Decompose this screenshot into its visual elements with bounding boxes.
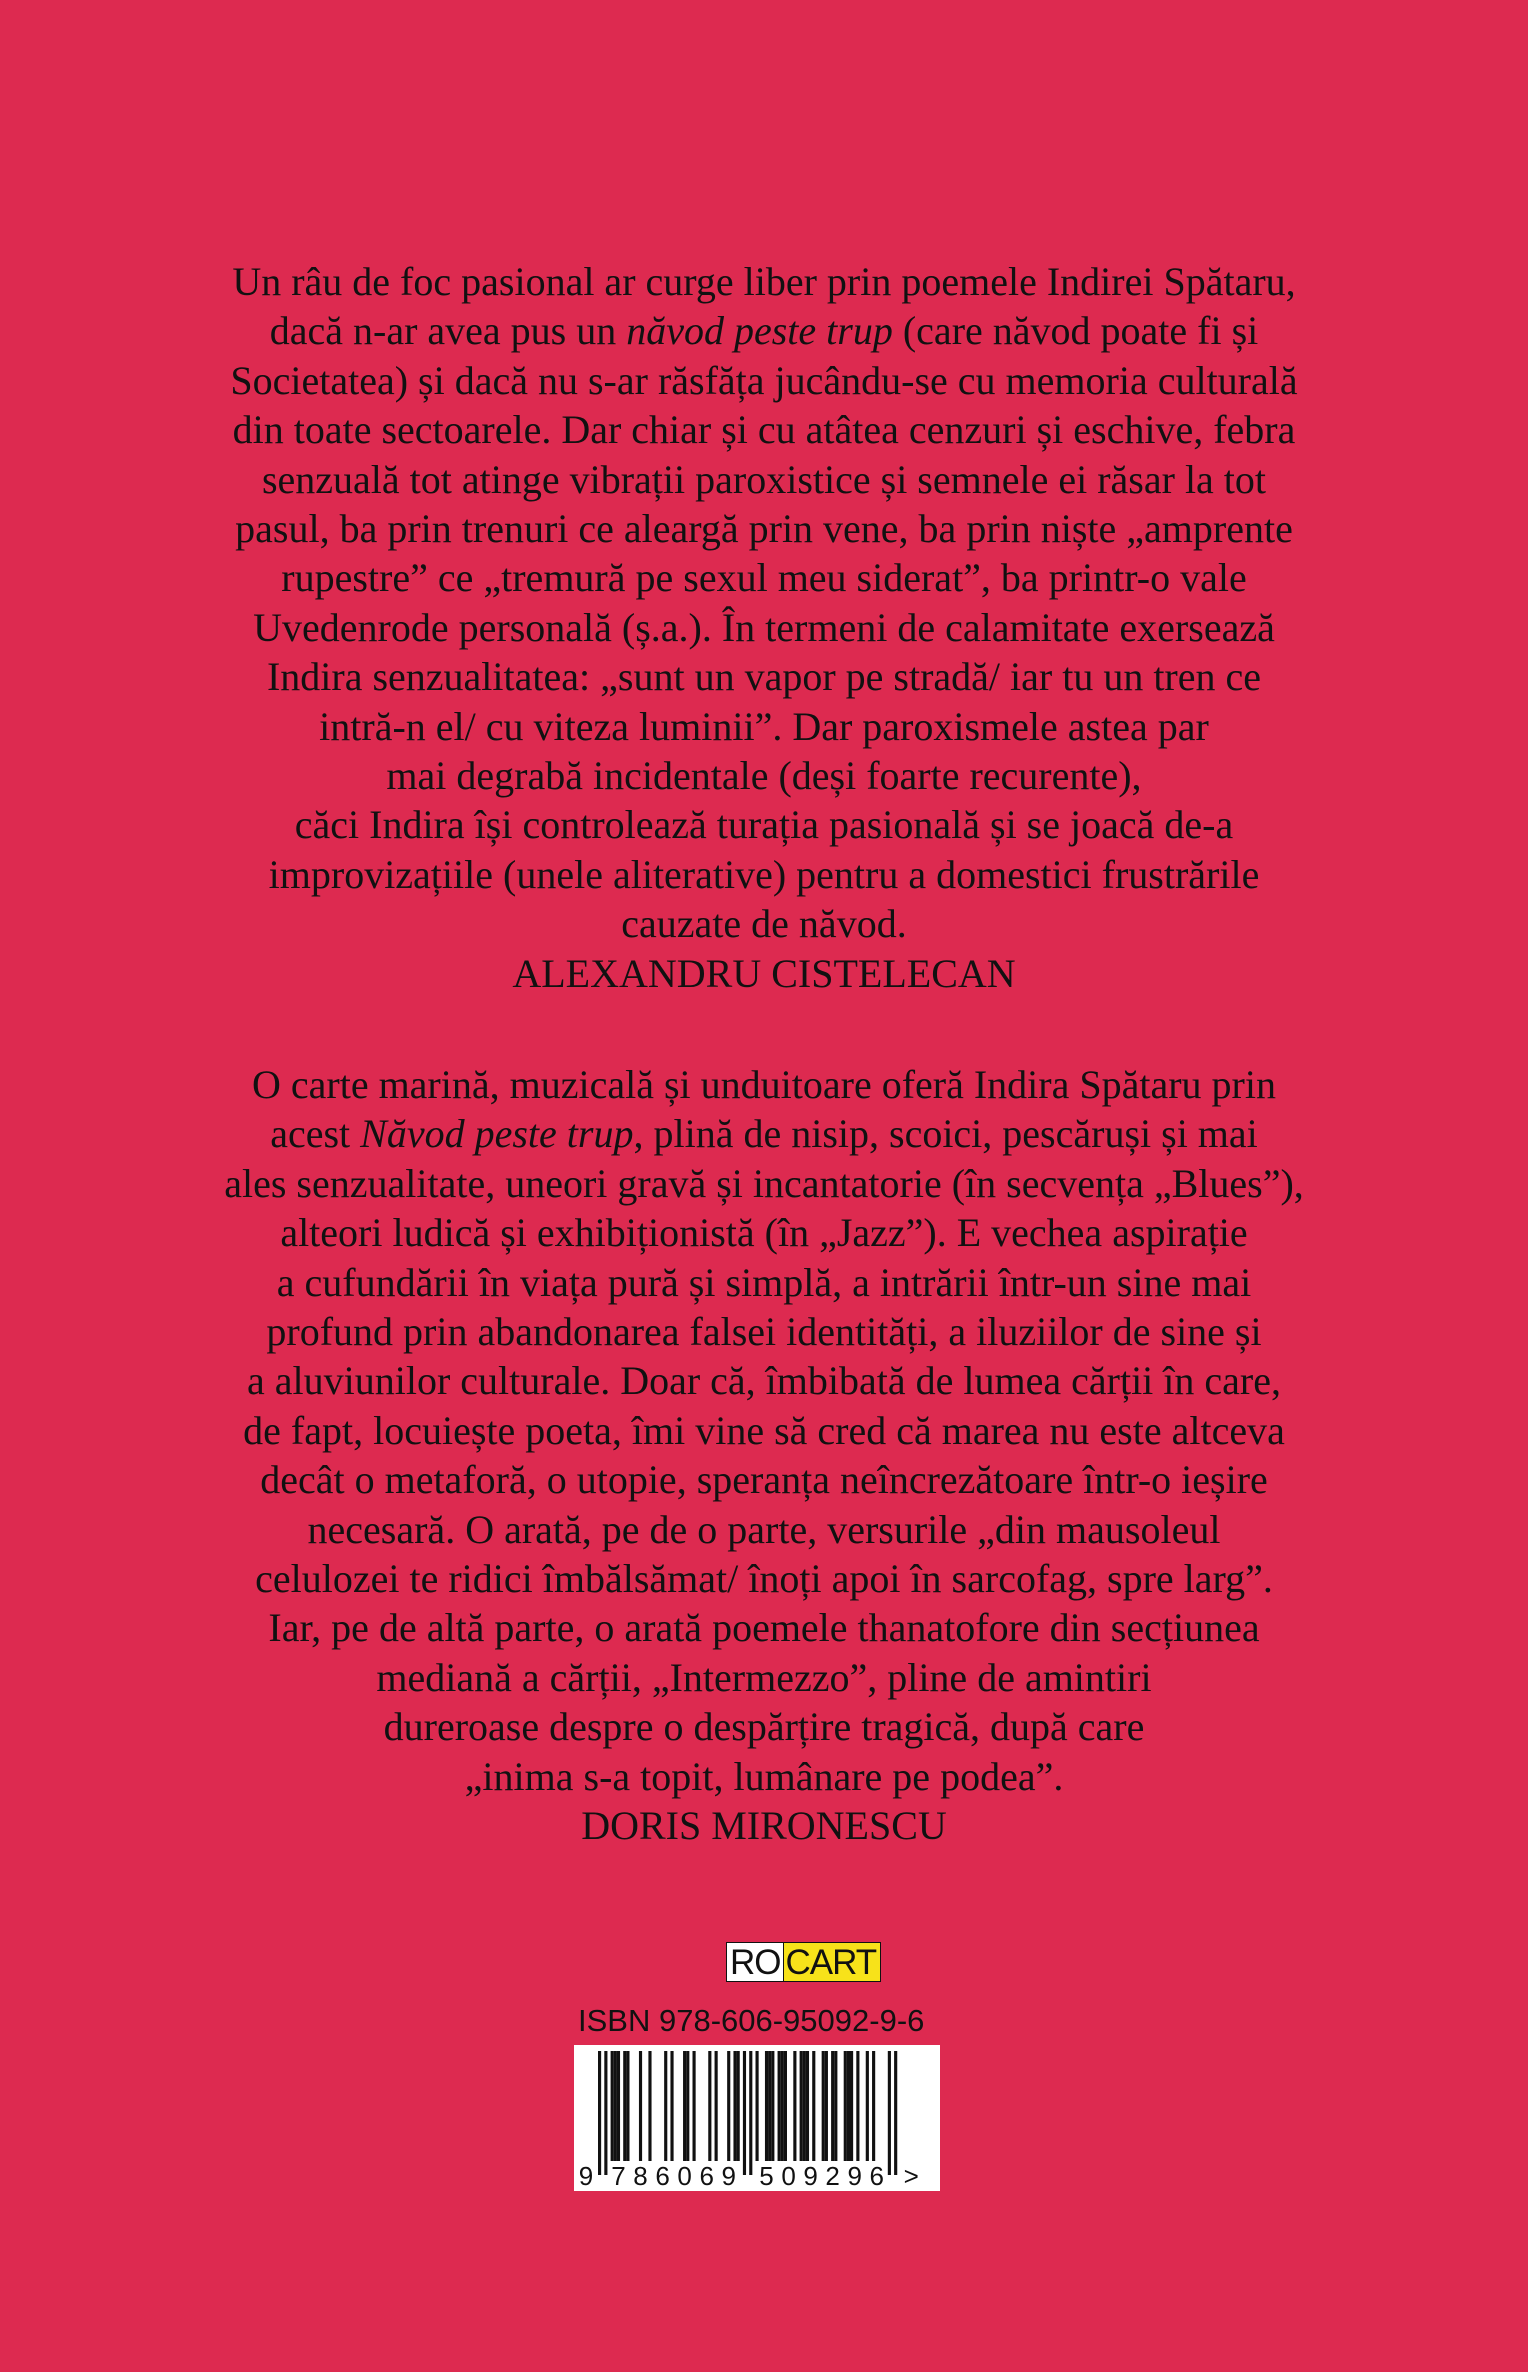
text-line [160, 1554, 1368, 1603]
barcode-bar [856, 2051, 859, 2161]
review-author: DORIS MIRONESCU [581, 1803, 947, 1849]
text-segment: intră-n el/ cu viteza luminii”. Dar paroxismele astea par [319, 703, 1209, 749]
text-segment: (care năvod poate fi și [892, 308, 1259, 354]
text-line [160, 356, 1368, 405]
book-title: năvod peste trup [626, 308, 893, 354]
barcode-bar [708, 2051, 711, 2161]
text-line [160, 1455, 1368, 1504]
text-line [160, 1603, 1368, 1652]
text-line [160, 553, 1368, 602]
text-segment: dureroase despre o despărțire tragică, după care [383, 1704, 1145, 1750]
barcode-bar [844, 2051, 847, 2161]
barcode-digit: 5 [759, 2161, 774, 2191]
review-alexandru-cistelecan [160, 257, 1368, 998]
isbn-barcode [574, 2045, 940, 2191]
text-segment: mai degrabă incidentale (deși foarte recurente), [386, 753, 1142, 799]
barcode-bar [806, 2051, 809, 2161]
barcode-bar [648, 2051, 651, 2161]
barcode-bar [598, 2051, 601, 2175]
barcode-bar [727, 2051, 730, 2161]
barcode-digit: 9 [578, 2161, 594, 2191]
barcode-bar [715, 2051, 718, 2161]
barcode-bar [812, 2051, 815, 2161]
text-line [160, 504, 1368, 553]
text-line [160, 405, 1368, 454]
text-segment: din toate sectoarele. Dar chiar și cu atâtea cenzuri și eschive, febra [232, 407, 1296, 453]
isbn-label: ISBN 978-606-95092-9-6 [578, 2003, 925, 2038]
text-line [160, 1752, 1368, 1801]
barcode-bar [778, 2051, 781, 2161]
rocart-publisher-logo [726, 1942, 881, 1982]
text-segment: celulozei te ridici îmbălsămat/ înoți apoi în sarcofag, spre larg”. [255, 1556, 1273, 1602]
barcode-bar [737, 2051, 740, 2161]
barcode-digit: 6 [655, 2161, 670, 2191]
text-line [160, 1505, 1368, 1554]
text-segment: decât o metaforă, o utopie, speranța neîncrezătoare într-o ieșire [260, 1457, 1268, 1503]
barcode-digits [579, 2161, 919, 2191]
barcode-bar [743, 2051, 746, 2175]
barcode-bar [617, 2051, 620, 2161]
text-segment: Uvedenrode personală (ș.a.). În termeni de calamitate exersează [253, 604, 1275, 650]
text-segment: de fapt, locuiește poeta, îmi vine să cred că marea nu este altceva [243, 1407, 1285, 1453]
barcode-bar [866, 2051, 869, 2161]
text-line [160, 603, 1368, 652]
text-segment: pasul, ba prin trenuri ce aleargă prin vene, ba prin niște „amprente [235, 506, 1293, 552]
text-line [160, 1109, 1368, 1158]
text-segment: Un râu de foc pasional ar curge liber prin poemele Indirei Spătaru, [232, 259, 1296, 304]
text-line [160, 1406, 1368, 1455]
barcode-bar [614, 2051, 617, 2161]
text-line [160, 1356, 1368, 1405]
barcode-bar [611, 2051, 614, 2161]
barcode-bar [686, 2051, 689, 2161]
barcode-bar [771, 2051, 774, 2161]
text-line [160, 257, 1368, 306]
text-line [160, 1653, 1368, 1702]
barcode-digit: 2 [825, 2161, 840, 2191]
text-segment: căci Indira își controlează turația pasională și se joacă de-a [294, 802, 1234, 848]
barcode-bar [847, 2051, 850, 2161]
text-segment: mediană a cărții, „Intermezzo”, pline de amintiri [376, 1654, 1152, 1700]
text-line [160, 652, 1368, 701]
text-line [160, 702, 1368, 751]
barcode-bar [693, 2051, 696, 2161]
text-line [160, 1208, 1368, 1257]
text-segment: alteori ludică și exhibiționistă (în „Jazz”). E vechea aspirație [280, 1210, 1248, 1256]
text-segment: improvizațiile (unele aliterative) pentru a domestici frustrările [268, 851, 1260, 897]
text-segment: a aluviunilor culturale. Doar că, îmbibată de lumea cărții în care, [247, 1358, 1281, 1404]
text-segment: , plină de nisip, scoici, pescăruși și mai [633, 1111, 1258, 1157]
barcode-bar [800, 2051, 803, 2161]
text-line [160, 1307, 1368, 1356]
text-line [160, 1702, 1368, 1751]
barcode-graphic [574, 2045, 940, 2191]
text-segment: a cufundării în viața pură și simplă, a intrării într-un sine mai [276, 1259, 1252, 1305]
text-line [160, 306, 1368, 355]
barcode-bar [664, 2051, 667, 2161]
review-text [160, 257, 1368, 949]
barcode-bar [822, 2051, 825, 2161]
barcode-bar [765, 2051, 768, 2161]
text-line [160, 1159, 1368, 1208]
text-segment: ales senzualitate, uneori gravă și incantatorie (în secvența „Blues”), [224, 1160, 1304, 1206]
barcode-digit: 0 [781, 2161, 796, 2191]
text-segment: rupestre” ce „tremură pe sexul meu siderat”, ba printr-o vale [281, 555, 1247, 601]
barcode-bar [623, 2051, 626, 2161]
text-segment: „inima s-a topit, lumânare pe podea”. [464, 1753, 1064, 1799]
barcode-bar [793, 2051, 796, 2161]
logo-cart-part: CART [784, 1942, 882, 1982]
barcode-bar [768, 2051, 771, 2161]
text-line [160, 455, 1368, 504]
text-segment: Indira senzualitatea: „sunt un vapor pe stradă/ iar tu un tren ce [266, 654, 1262, 700]
barcode-bar [831, 2051, 834, 2161]
barcode-bar [756, 2051, 759, 2161]
barcode-digit: 6 [699, 2161, 714, 2191]
text-segment: O carte marină, muzicală și unduitoare oferă Indira Spătaru prin [251, 1062, 1276, 1107]
text-line [160, 899, 1368, 948]
text-segment: senzuală tot atinge vibrații paroxistice și semnele ei răsar la tot [261, 456, 1267, 502]
text-line [160, 800, 1368, 849]
barcode-digit: 9 [847, 2161, 862, 2191]
barcode-bar [850, 2051, 853, 2161]
barcode-bar [784, 2051, 787, 2161]
barcode-digit: 0 [677, 2161, 692, 2191]
barcode-bar [683, 2051, 686, 2161]
barcode-bar [626, 2051, 629, 2161]
barcode-bars [598, 2051, 897, 2175]
review-doris-mironescu [160, 1060, 1368, 1851]
barcode-bar [781, 2051, 784, 2161]
review-text [160, 1060, 1368, 1801]
book-title: Năvod peste trup [360, 1111, 634, 1157]
text-segment: dacă n-ar avea pus un [269, 308, 627, 354]
barcode-bar [872, 2051, 875, 2161]
barcode-bar [749, 2051, 752, 2175]
text-segment: cauzate de năvod. [621, 901, 907, 947]
barcode-bar [733, 2051, 736, 2161]
barcode-digit: 7 [611, 2161, 626, 2191]
text-segment: acest [270, 1111, 361, 1157]
barcode-bar [825, 2051, 828, 2161]
barcode-digit: 6 [869, 2161, 885, 2191]
text-segment: Iar, pe de altă parte, o arată poemele thanatofore din secțiunea [268, 1605, 1260, 1651]
text-line [160, 1060, 1368, 1109]
barcode-bar [888, 2051, 891, 2175]
text-line [160, 850, 1368, 899]
barcode-bar [803, 2051, 806, 2161]
review-author: ALEXANDRU CISTELECAN [512, 950, 1016, 996]
barcode-bar [834, 2051, 837, 2161]
text-segment: Societatea) și dacă nu s-ar răsfăța jucându-se cu memoria culturală [230, 357, 1298, 403]
text-line [160, 1258, 1368, 1307]
text-line [160, 751, 1368, 800]
text-segment: profund prin abandonarea falsei identități, a iluziilor de sine și [266, 1309, 1262, 1355]
barcode-digit: 9 [721, 2161, 736, 2191]
barcode-digit: > [903, 2161, 919, 2191]
barcode-bar [670, 2051, 673, 2161]
barcode-bar [604, 2051, 607, 2175]
barcode-bar [894, 2051, 897, 2175]
barcode-digit: 9 [803, 2161, 818, 2191]
logo-ro-part: RO [726, 1942, 784, 1982]
barcode-bar [639, 2051, 642, 2161]
barcode-digit: 8 [633, 2161, 648, 2191]
text-segment: necesară. O arată, pe de o parte, versurile „din mausoleul [307, 1506, 1221, 1552]
